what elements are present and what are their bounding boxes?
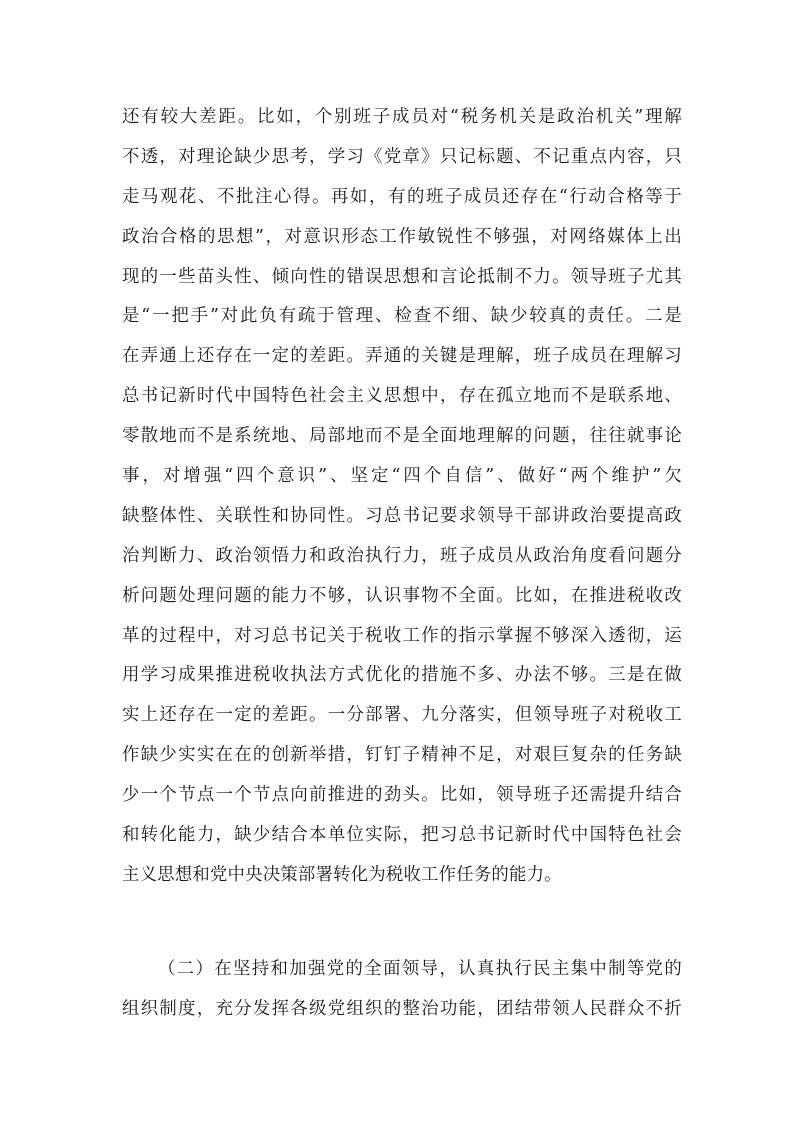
text-line: 事，对增强“四个意识”、坚定“四个自信”、做好“两个维护”欠 — [122, 466, 682, 487]
text-line: 组织制度，充分发挥各级党组织的整治功能，团结带领人民群众不折 — [122, 998, 682, 1019]
text-line: 走马观花、不批注心得。再如，有的班子成员还存在“行动合格等于 — [122, 186, 682, 207]
section-paragraph — [122, 950, 682, 1030]
text-line: 在弄通上还存在一定的差距。弄通的关键是理解，班子成员在理解习 — [122, 346, 682, 367]
text-line: 不透，对理论缺少思考，学习《党章》只记标题、不记重点内容，只 — [122, 146, 682, 167]
text-line: 用学习成果推进税收执法方式优化的措施不多、办法不够。三是在做 — [122, 665, 682, 686]
text-line: 零散地而不是系统地、局部地而不是全面地理解的问题，往往就事论 — [122, 426, 682, 447]
text-line: 主义思想和党中央决策部署转化为税收工作任务的能力。 — [122, 864, 562, 885]
text-line: 治判断力、政治领悟力和政治执行力，班子成员从政治角度看问题分 — [122, 545, 682, 566]
section-heading-line: （二）在坚持和加强党的全面领导，认真执行民主集中制等党的 — [158, 959, 682, 979]
text-line: 政治合格的思想”，对意识形态工作敏锐性不够强，对网络媒体上出 — [122, 226, 682, 247]
text-line: 析问题处理问题的能力不够，认识事物不全面。比如，在推进税收改 — [122, 585, 682, 606]
paragraph-body — [122, 98, 682, 896]
text-line: 实上还存在一定的差距。一分部署、九分落实，但领导班子对税收工 — [122, 705, 682, 726]
text-line: 少一个节点一个节点向前推进的劲头。比如，领导班子还需提升结合 — [122, 785, 682, 806]
text-line: 总书记新时代中国特色社会主义思想中，存在孤立地而不是联系地、 — [122, 386, 682, 407]
text-line: 革的过程中，对习总书记关于税收工作的指示掌握不够深入透彻，运 — [122, 625, 682, 646]
text-line: 是“一把手”对此负有疏于管理、检查不细、缺少较真的责任。二是 — [122, 306, 682, 327]
text-line: 缺整体性、关联性和协同性。习总书记要求领导干部讲政治要提高政 — [122, 505, 682, 526]
text-line: 现的一些苗头性、倾向性的错误思想和言论抵制不力。领导班子尤其 — [122, 266, 682, 287]
text-line: 还有较大差距。比如，个别班子成员对“税务机关是政治机关”理解 — [122, 107, 682, 127]
text-line: 和转化能力，缺少结合本单位实际，把习总书记新时代中国特色社会 — [122, 825, 682, 846]
text-line: 作缺少实实在在的创新举措，钉钉子精神不足，对艰巨复杂的任务缺 — [122, 745, 682, 766]
